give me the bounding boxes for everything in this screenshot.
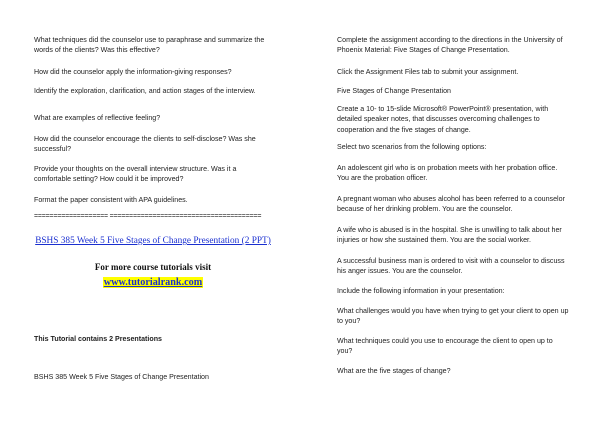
section-heading: Five Stages of Change Presentation	[337, 87, 451, 95]
website-link[interactable]	[34, 278, 272, 288]
promo-text: For more course tutorials visit	[94, 262, 212, 272]
question-five-stages: What are the five stages of change?	[337, 367, 451, 375]
question-paraphrase: What techniques did the counselor use to paraphrase and summarize the words of the clients? Was this effective?	[34, 36, 265, 55]
instruction-apa-format: Format the paper consistent with APA guidelines.	[34, 196, 188, 204]
website-link-text[interactable]: www.tutorialrank.com	[103, 277, 203, 288]
question-information-giving: How did the counselor apply the information-giving responses?	[34, 68, 232, 76]
question-interview-stages: Identify the exploration, clarification, and action stages of the interview.	[34, 87, 256, 95]
scenario-pregnant-woman: A pregnant woman who abuses alcohol has been referred to a counselor because of her drinking problem. You are the counselor.	[337, 195, 565, 214]
scenario-business-man: A successful business man is ordered to visit with a counselor to discuss his anger issues. You are the counselor.	[337, 257, 565, 276]
scenario-adolescent: An adolescent girl who is on probation meets with her probation office. You are the probation officer.	[337, 164, 558, 183]
scenario-instruction: Select two scenarios from the following options:	[337, 143, 487, 151]
question-self-disclose: How did the counselor encourage the clients to self-disclose? Was she successful?	[34, 135, 256, 154]
assignment-directions: Complete the assignment according to the directions in the University of Phoenix Material: Five Stages of Change Presentation.	[337, 36, 563, 55]
presentation-instruction: Create a 10- to 15-slide Microsoft® PowerPoint® presentation, with detailed speaker notes, that discusses overcoming challenges to cooperation and the five stages of change.	[337, 105, 549, 134]
presentation-title-link[interactable]: BSHS 385 Week 5 Five Stages of Change Presentation (2 PPT)	[35, 236, 271, 246]
separator-line: =================== =======================================	[34, 213, 262, 220]
submit-instruction: Click the Assignment Files tab to submit your assignment.	[337, 68, 519, 76]
bottom-title: BSHS 385 Week 5 Five Stages of Change Presentation	[34, 373, 209, 381]
question-interview-structure: Provide your thoughts on the overall interview structure. Was it a comfortable setting? How could it be improved?	[34, 165, 237, 184]
scenario-abused-wife: A wife who is abused is in the hospital. She is unwilling to talk about her injuries or how she sustained them. You are the social worker.	[337, 226, 562, 245]
question-reflective-feeling: What are examples of reflective feeling?	[34, 114, 161, 122]
include-instruction: Include the following information in your presentation:	[337, 287, 505, 295]
question-challenges: What challenges would you have when trying to get your client to open up to you?	[337, 307, 569, 326]
tutorial-note: This Tutorial contains 2 Presentations	[34, 335, 162, 343]
question-techniques: What techniques could you use to encourage the client to open up to you?	[337, 337, 553, 356]
